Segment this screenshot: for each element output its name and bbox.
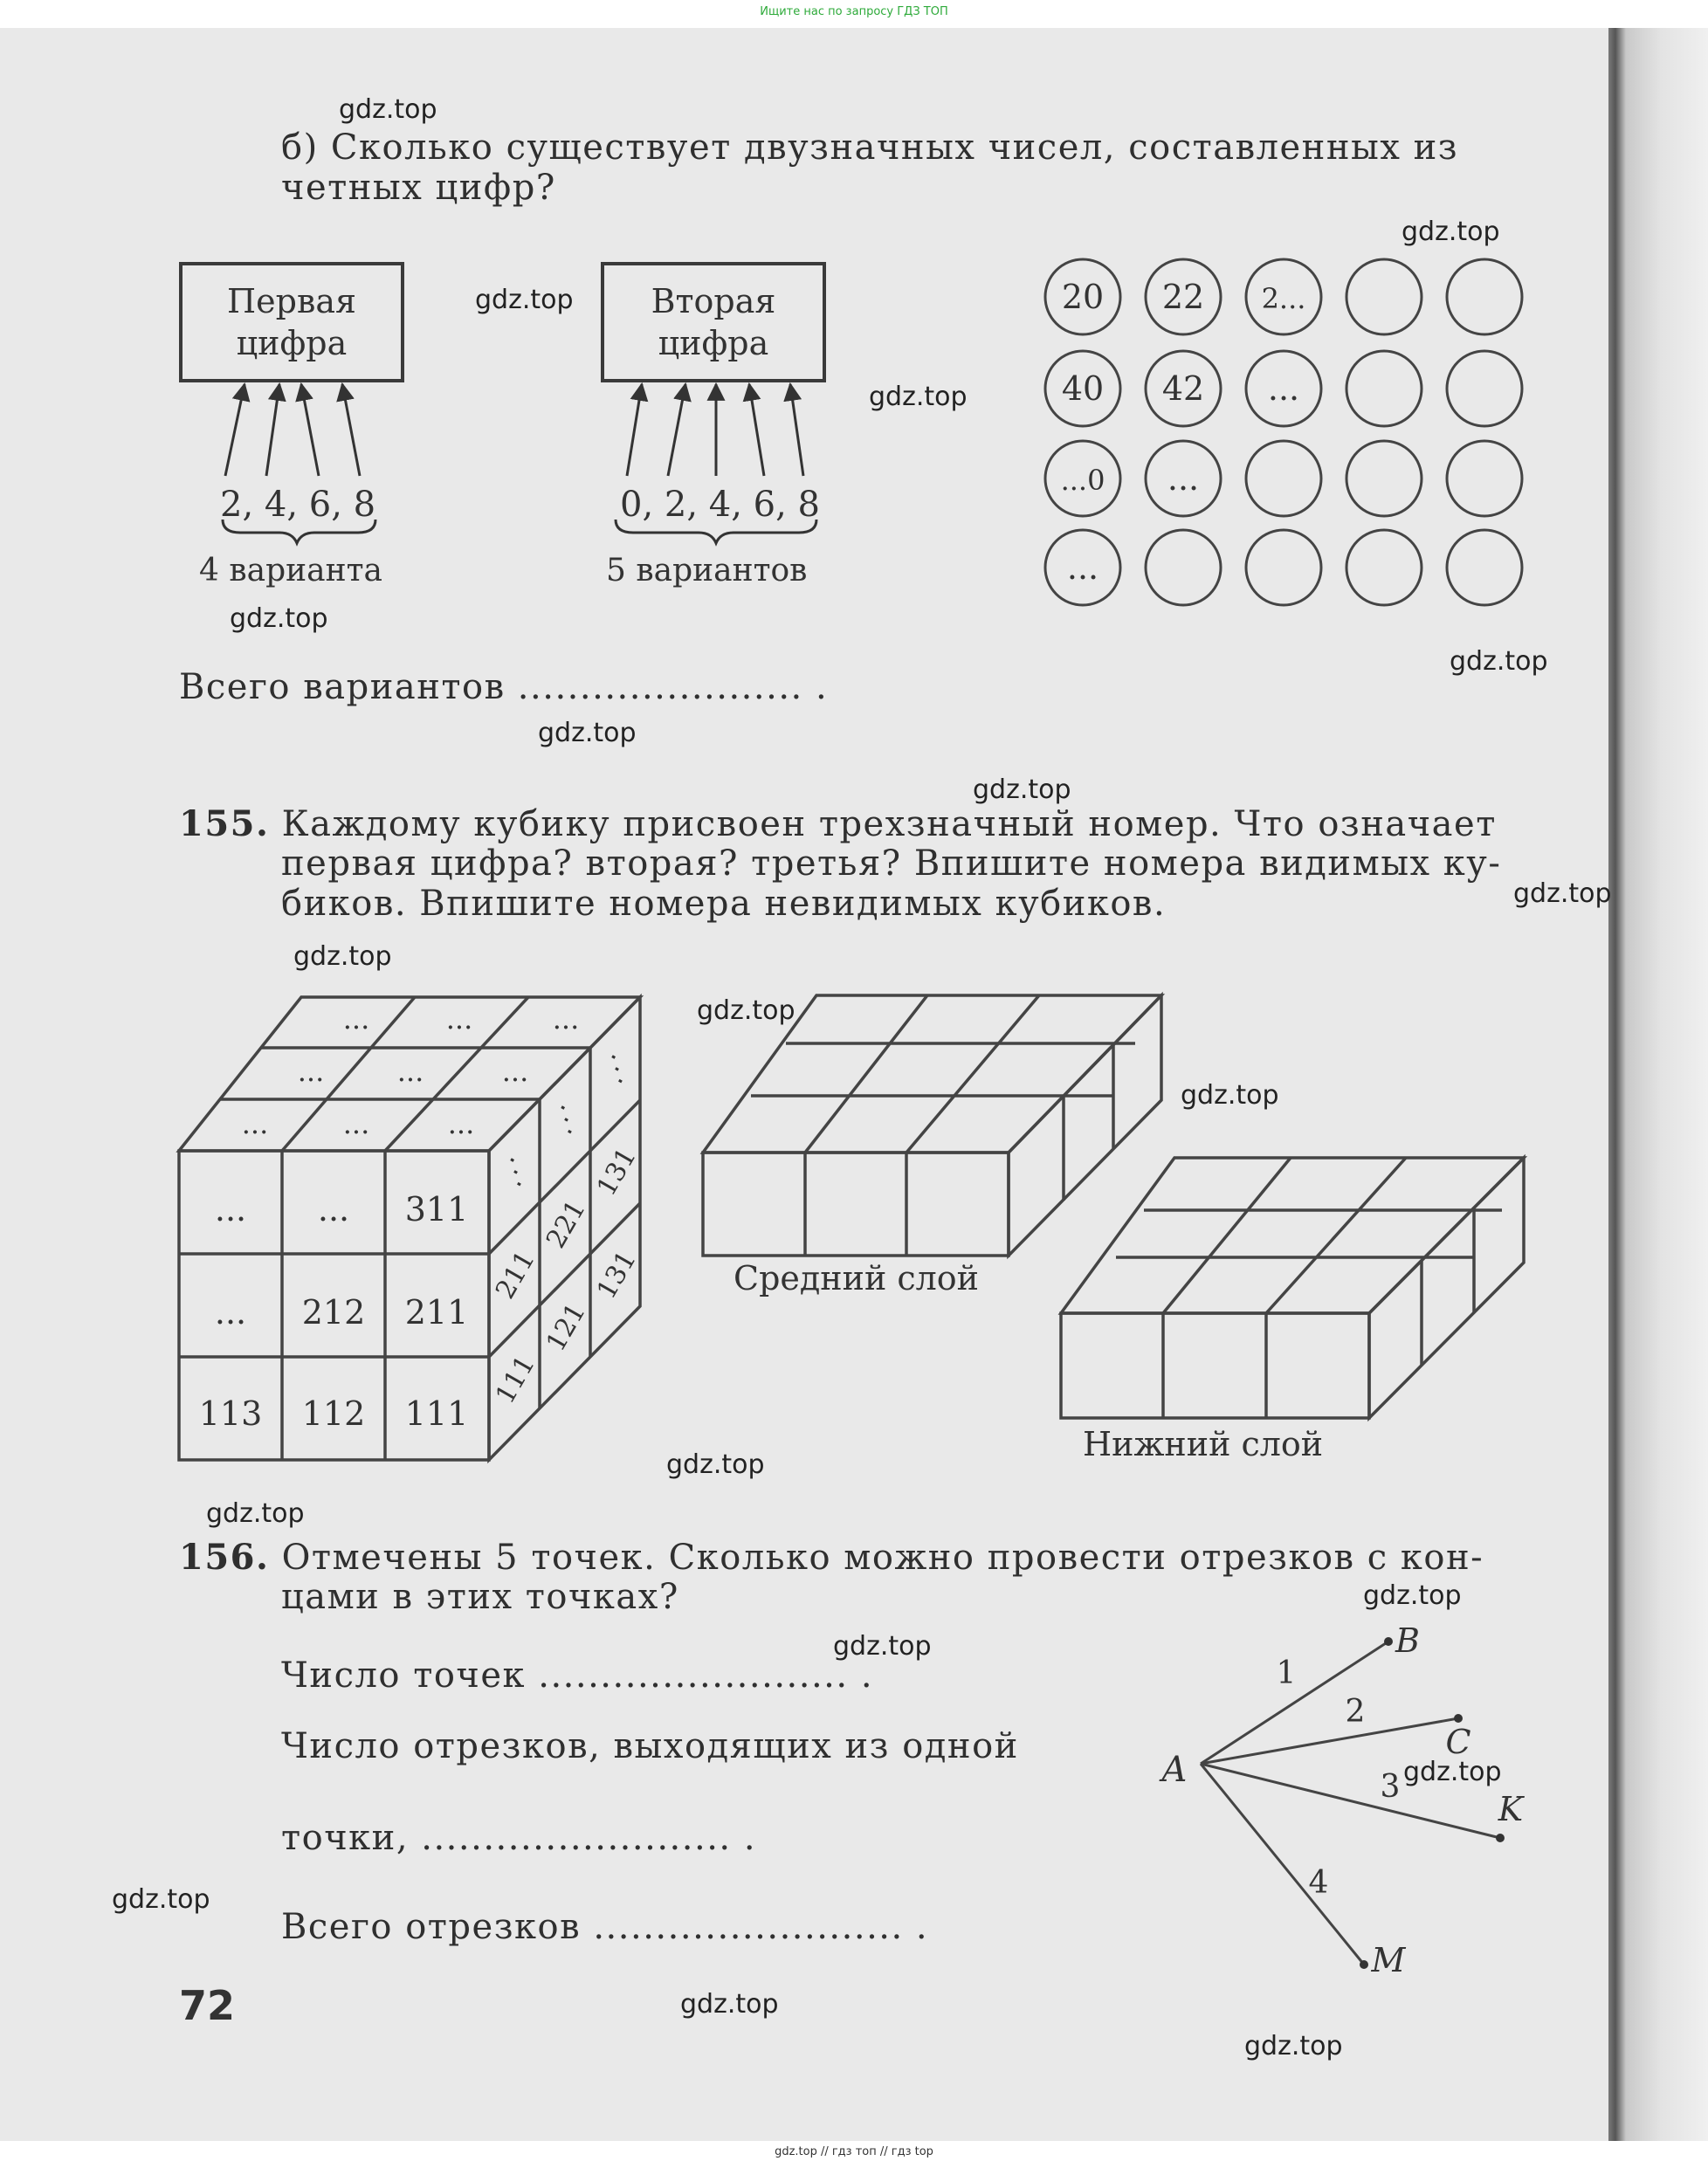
segments-figure (1201, 1641, 1500, 1965)
bottom-layer-figure (1061, 1158, 1524, 1418)
number-circle (1246, 441, 1321, 516)
cube-top-face: ... (297, 1055, 325, 1088)
page-number: 72 (179, 1982, 236, 2029)
middle-layer-label: Средний слой (733, 1259, 979, 1297)
watermark-text: gdz.top (1403, 1757, 1502, 1787)
cube-top-face: ... (552, 1002, 580, 1036)
circle-number: 2... (1261, 282, 1306, 315)
task154b-line1: б) Сколько существует двузначных чисел, составленных из (281, 127, 1459, 168)
watermark-text: gdz.top (697, 995, 795, 1026)
watermark-text: gdz.top (1450, 646, 1548, 677)
circle-number: 40 (1061, 369, 1105, 408)
cube-side-face: 221 (540, 1194, 592, 1254)
number-circle (1447, 351, 1522, 426)
cube-side-face: ⋰ (495, 1153, 536, 1191)
header-note: Ищите нас по запросу ГДЗ ТОП (760, 5, 948, 18)
circle-number: 20 (1061, 278, 1105, 316)
segment-labels (1159, 1621, 1525, 1979)
cube-front-face: 311 (404, 1190, 469, 1229)
footer-note: gdz.top // гдз топ // гдз top (775, 2145, 933, 2158)
variants-second: 5 вариантов (606, 553, 808, 588)
cube-front-face: ... (214, 1293, 247, 1332)
point-label: M (1371, 1941, 1406, 1979)
watermark-text: gdz.top (869, 382, 968, 412)
segment-number: 4 (1308, 1865, 1329, 1901)
point-label: B (1395, 1621, 1420, 1660)
cube-front-face: 212 (301, 1293, 366, 1332)
watermark-text: gdz.top (680, 1989, 779, 2020)
middle-layer-figure (703, 995, 1161, 1256)
number-circles-grid (1045, 259, 1522, 605)
cube-top-labels (242, 1002, 580, 1140)
brace-first (223, 520, 375, 543)
watermark-text: gdz.top (1402, 217, 1500, 247)
task155-number: 155. (179, 803, 270, 844)
task155-line3: биков. Впишите номера невидимых кубиков. (281, 884, 1167, 924)
cube-front-labels (199, 1190, 469, 1433)
number-circle (1346, 259, 1422, 334)
circle-number: ...0 (1060, 464, 1105, 497)
watermark-text: gdz.top (339, 94, 437, 125)
task155-line2: первая цифра? вторая? третья? Впишите номера видимых ку- (281, 843, 1502, 884)
cube-side-face: ⋰ (546, 1100, 587, 1139)
variants-first: 4 варианта (199, 553, 382, 588)
cube-side-face: 131 (590, 1142, 643, 1201)
number-circle (1346, 441, 1422, 516)
segment-number: 2 (1345, 1694, 1366, 1730)
digits-first: 2, 4, 6, 8 (220, 485, 376, 525)
watermark-text: gdz.top (1181, 1080, 1279, 1111)
cube-side-face: 121 (540, 1297, 592, 1357)
task156-line2: цами в этих точках? (281, 1577, 679, 1617)
cube-top-face: ... (396, 1055, 424, 1088)
cube-front-face: 113 (198, 1394, 263, 1433)
number-circle (1246, 530, 1321, 605)
watermark-text: gdz.top (230, 603, 328, 634)
circle-number: ... (1267, 369, 1300, 408)
task154b-total: Всего вариантов ....................... . (179, 667, 829, 707)
watermark-text: gdz.top (206, 1498, 305, 1529)
circle-number: 22 (1161, 278, 1205, 316)
task155-line1-text: Каждому кубику присвоен трехзначный номер. Что означает (281, 804, 1497, 844)
watermark-text: gdz.top (112, 1884, 210, 1915)
segments-from-one-line2: точки, ......................... . (281, 1818, 757, 1858)
segments-from-one-line1: Число отрезков, выходящих из одной (281, 1726, 1019, 1766)
number-circle (1346, 530, 1422, 605)
number-circle (1447, 259, 1522, 334)
cube-front-face: ... (214, 1190, 247, 1229)
cube-top-face: ... (241, 1107, 269, 1140)
watermark-text: gdz.top (1513, 878, 1612, 909)
number-circle (1346, 351, 1422, 426)
number-circle (1146, 530, 1221, 605)
cube-top-face: ... (445, 1002, 473, 1036)
bottom-layer-label: Нижний слой (1083, 1425, 1324, 1463)
cube-side-face: 131 (590, 1245, 643, 1304)
cube-front-face: 211 (404, 1293, 469, 1332)
cube-top-face: ... (447, 1107, 475, 1140)
watermark-text: gdz.top (973, 774, 1071, 805)
first-digit-word1: Первая (227, 282, 356, 320)
cube-side-face: 211 (489, 1245, 541, 1304)
watermark-text: gdz.top (833, 1631, 932, 1662)
watermark-text: gdz.top (293, 941, 392, 972)
watermark-text: gdz.top (1244, 2031, 1343, 2061)
cube-side-face: ⋰ (596, 1050, 637, 1088)
cube-side-face: 111 (489, 1350, 541, 1409)
task154b-line2: четных цифр? (281, 168, 556, 208)
arrows-second-digit (627, 384, 803, 476)
brace-second (616, 520, 816, 543)
cube-front-face: ... (317, 1190, 350, 1229)
point-label: K (1498, 1790, 1524, 1828)
arrows-first-digit (225, 384, 360, 476)
task156-line1-text: Отмечены 5 точек. Сколько можно провести отрезков с кон- (281, 1538, 1484, 1578)
cube-top-face: ... (501, 1055, 529, 1088)
first-digit-word2: цифра (236, 324, 348, 362)
circle-number: ... (1167, 459, 1200, 498)
task156-number: 156. (179, 1537, 270, 1578)
watermark-text: gdz.top (538, 718, 637, 748)
watermark-text: gdz.top (666, 1449, 765, 1480)
cube-front-face: 112 (301, 1394, 366, 1433)
cube-top-face: ... (342, 1002, 370, 1036)
number-circle (1447, 441, 1522, 516)
segment-number: 1 (1276, 1655, 1297, 1691)
point-label-a: A (1161, 1750, 1188, 1790)
circle-number: ... (1066, 548, 1099, 587)
second-digit-word2: цифра (658, 324, 769, 362)
cube-top-face: ... (342, 1107, 370, 1140)
number-circle (1447, 530, 1522, 605)
cube-front-face: 111 (404, 1394, 469, 1433)
segment-number: 3 (1380, 1769, 1401, 1805)
circle-number: 42 (1161, 369, 1205, 408)
points-count-line: Число точек ......................... . (281, 1655, 874, 1696)
digits-second: 0, 2, 4, 6, 8 (620, 485, 820, 525)
total-segments-line: Всего отрезков ......................... . (281, 1907, 929, 1947)
second-digit-word1: Вторая (651, 282, 776, 320)
point-label: C (1445, 1723, 1471, 1761)
watermark-text: gdz.top (1363, 1580, 1462, 1611)
watermark-text: gdz.top (475, 285, 574, 315)
